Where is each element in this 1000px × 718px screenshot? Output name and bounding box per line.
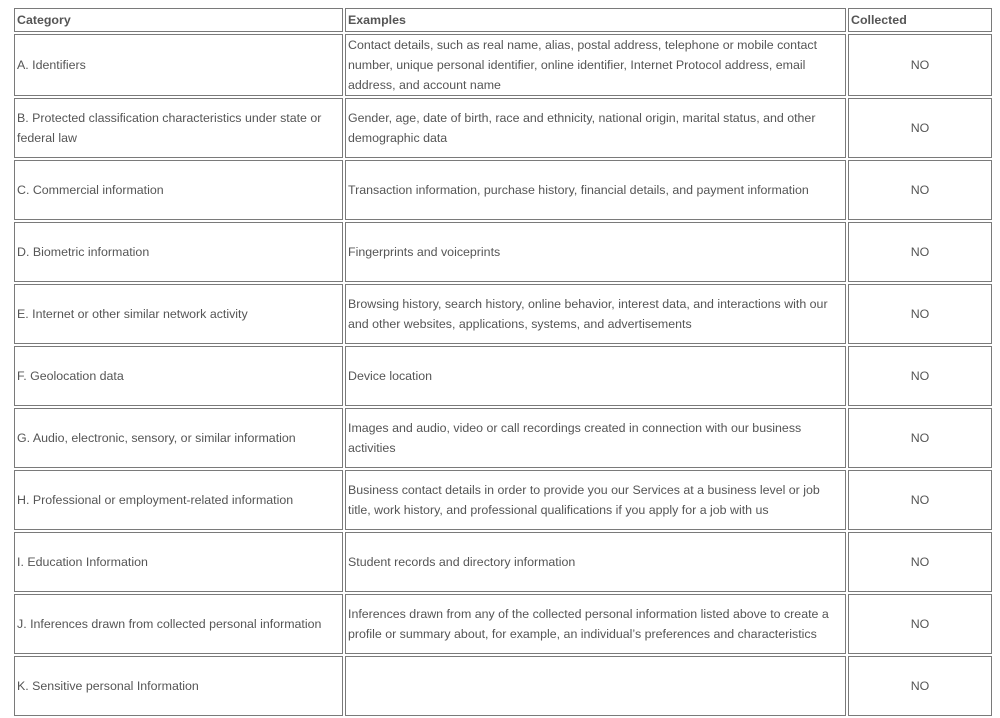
- collected-cell: NO: [848, 346, 992, 406]
- examples-cell: Inferences drawn from any of the collected personal information listed above to create a profile or summary about, for example, an individual’s preferences and characteristics: [345, 594, 846, 654]
- category-cell: H. Professional or employment-related information: [14, 470, 343, 530]
- examples-cell: [345, 656, 846, 716]
- examples-cell: Images and audio, video or call recordings created in connection with our business activities: [345, 408, 846, 468]
- data-collection-table: [12, 6, 994, 718]
- category-cell: B. Protected classification characteristics under state or federal law: [14, 98, 343, 158]
- table-header-row: [14, 8, 992, 32]
- collected-cell: NO: [848, 594, 992, 654]
- category-cell: C. Commercial information: [14, 160, 343, 220]
- examples-cell: Browsing history, search history, online behavior, interest data, and interactions with our and other websites, applications, systems, and advertisements: [345, 284, 846, 344]
- examples-cell: Device location: [345, 346, 846, 406]
- collected-cell: NO: [848, 470, 992, 530]
- category-cell: A. Identifiers: [14, 34, 343, 96]
- table-row: [14, 160, 992, 220]
- header-category: Category: [14, 8, 343, 32]
- table-row: [14, 470, 992, 530]
- table-row: [14, 34, 992, 96]
- table-row: [14, 284, 992, 344]
- table-row: [14, 656, 992, 716]
- category-cell: I. Education Information: [14, 532, 343, 592]
- collected-cell: NO: [848, 656, 992, 716]
- table-row: [14, 594, 992, 654]
- collected-cell: NO: [848, 160, 992, 220]
- collected-cell: NO: [848, 532, 992, 592]
- examples-cell: Fingerprints and voiceprints: [345, 222, 846, 282]
- table-row: [14, 222, 992, 282]
- table-row: [14, 408, 992, 468]
- data-collection-table-wrapper: [12, 6, 994, 718]
- table-row: [14, 532, 992, 592]
- header-collected: Collected: [848, 8, 992, 32]
- collected-cell: NO: [848, 284, 992, 344]
- examples-cell: Transaction information, purchase history, financial details, and payment information: [345, 160, 846, 220]
- category-cell: J. Inferences drawn from collected personal information: [14, 594, 343, 654]
- collected-cell: NO: [848, 98, 992, 158]
- header-examples: Examples: [345, 8, 846, 32]
- table-row: [14, 346, 992, 406]
- collected-cell: NO: [848, 34, 992, 96]
- category-cell: E. Internet or other similar network activity: [14, 284, 343, 344]
- collected-cell: NO: [848, 408, 992, 468]
- table-row: [14, 98, 992, 158]
- examples-cell: Student records and directory information: [345, 532, 846, 592]
- category-cell: K. Sensitive personal Information: [14, 656, 343, 716]
- collected-cell: NO: [848, 222, 992, 282]
- examples-cell: Business contact details in order to provide you our Services at a business level or job title, work history, and professional qualifications if you apply for a job with us: [345, 470, 846, 530]
- examples-cell: Gender, age, date of birth, race and ethnicity, national origin, marital status, and other demographic data: [345, 98, 846, 158]
- examples-cell: Contact details, such as real name, alias, postal address, telephone or mobile contact number, unique personal identifier, online identifier, Internet Protocol address, email address, and account name: [345, 34, 846, 96]
- category-cell: D. Biometric information: [14, 222, 343, 282]
- category-cell: G. Audio, electronic, sensory, or similar information: [14, 408, 343, 468]
- category-cell: F. Geolocation data: [14, 346, 343, 406]
